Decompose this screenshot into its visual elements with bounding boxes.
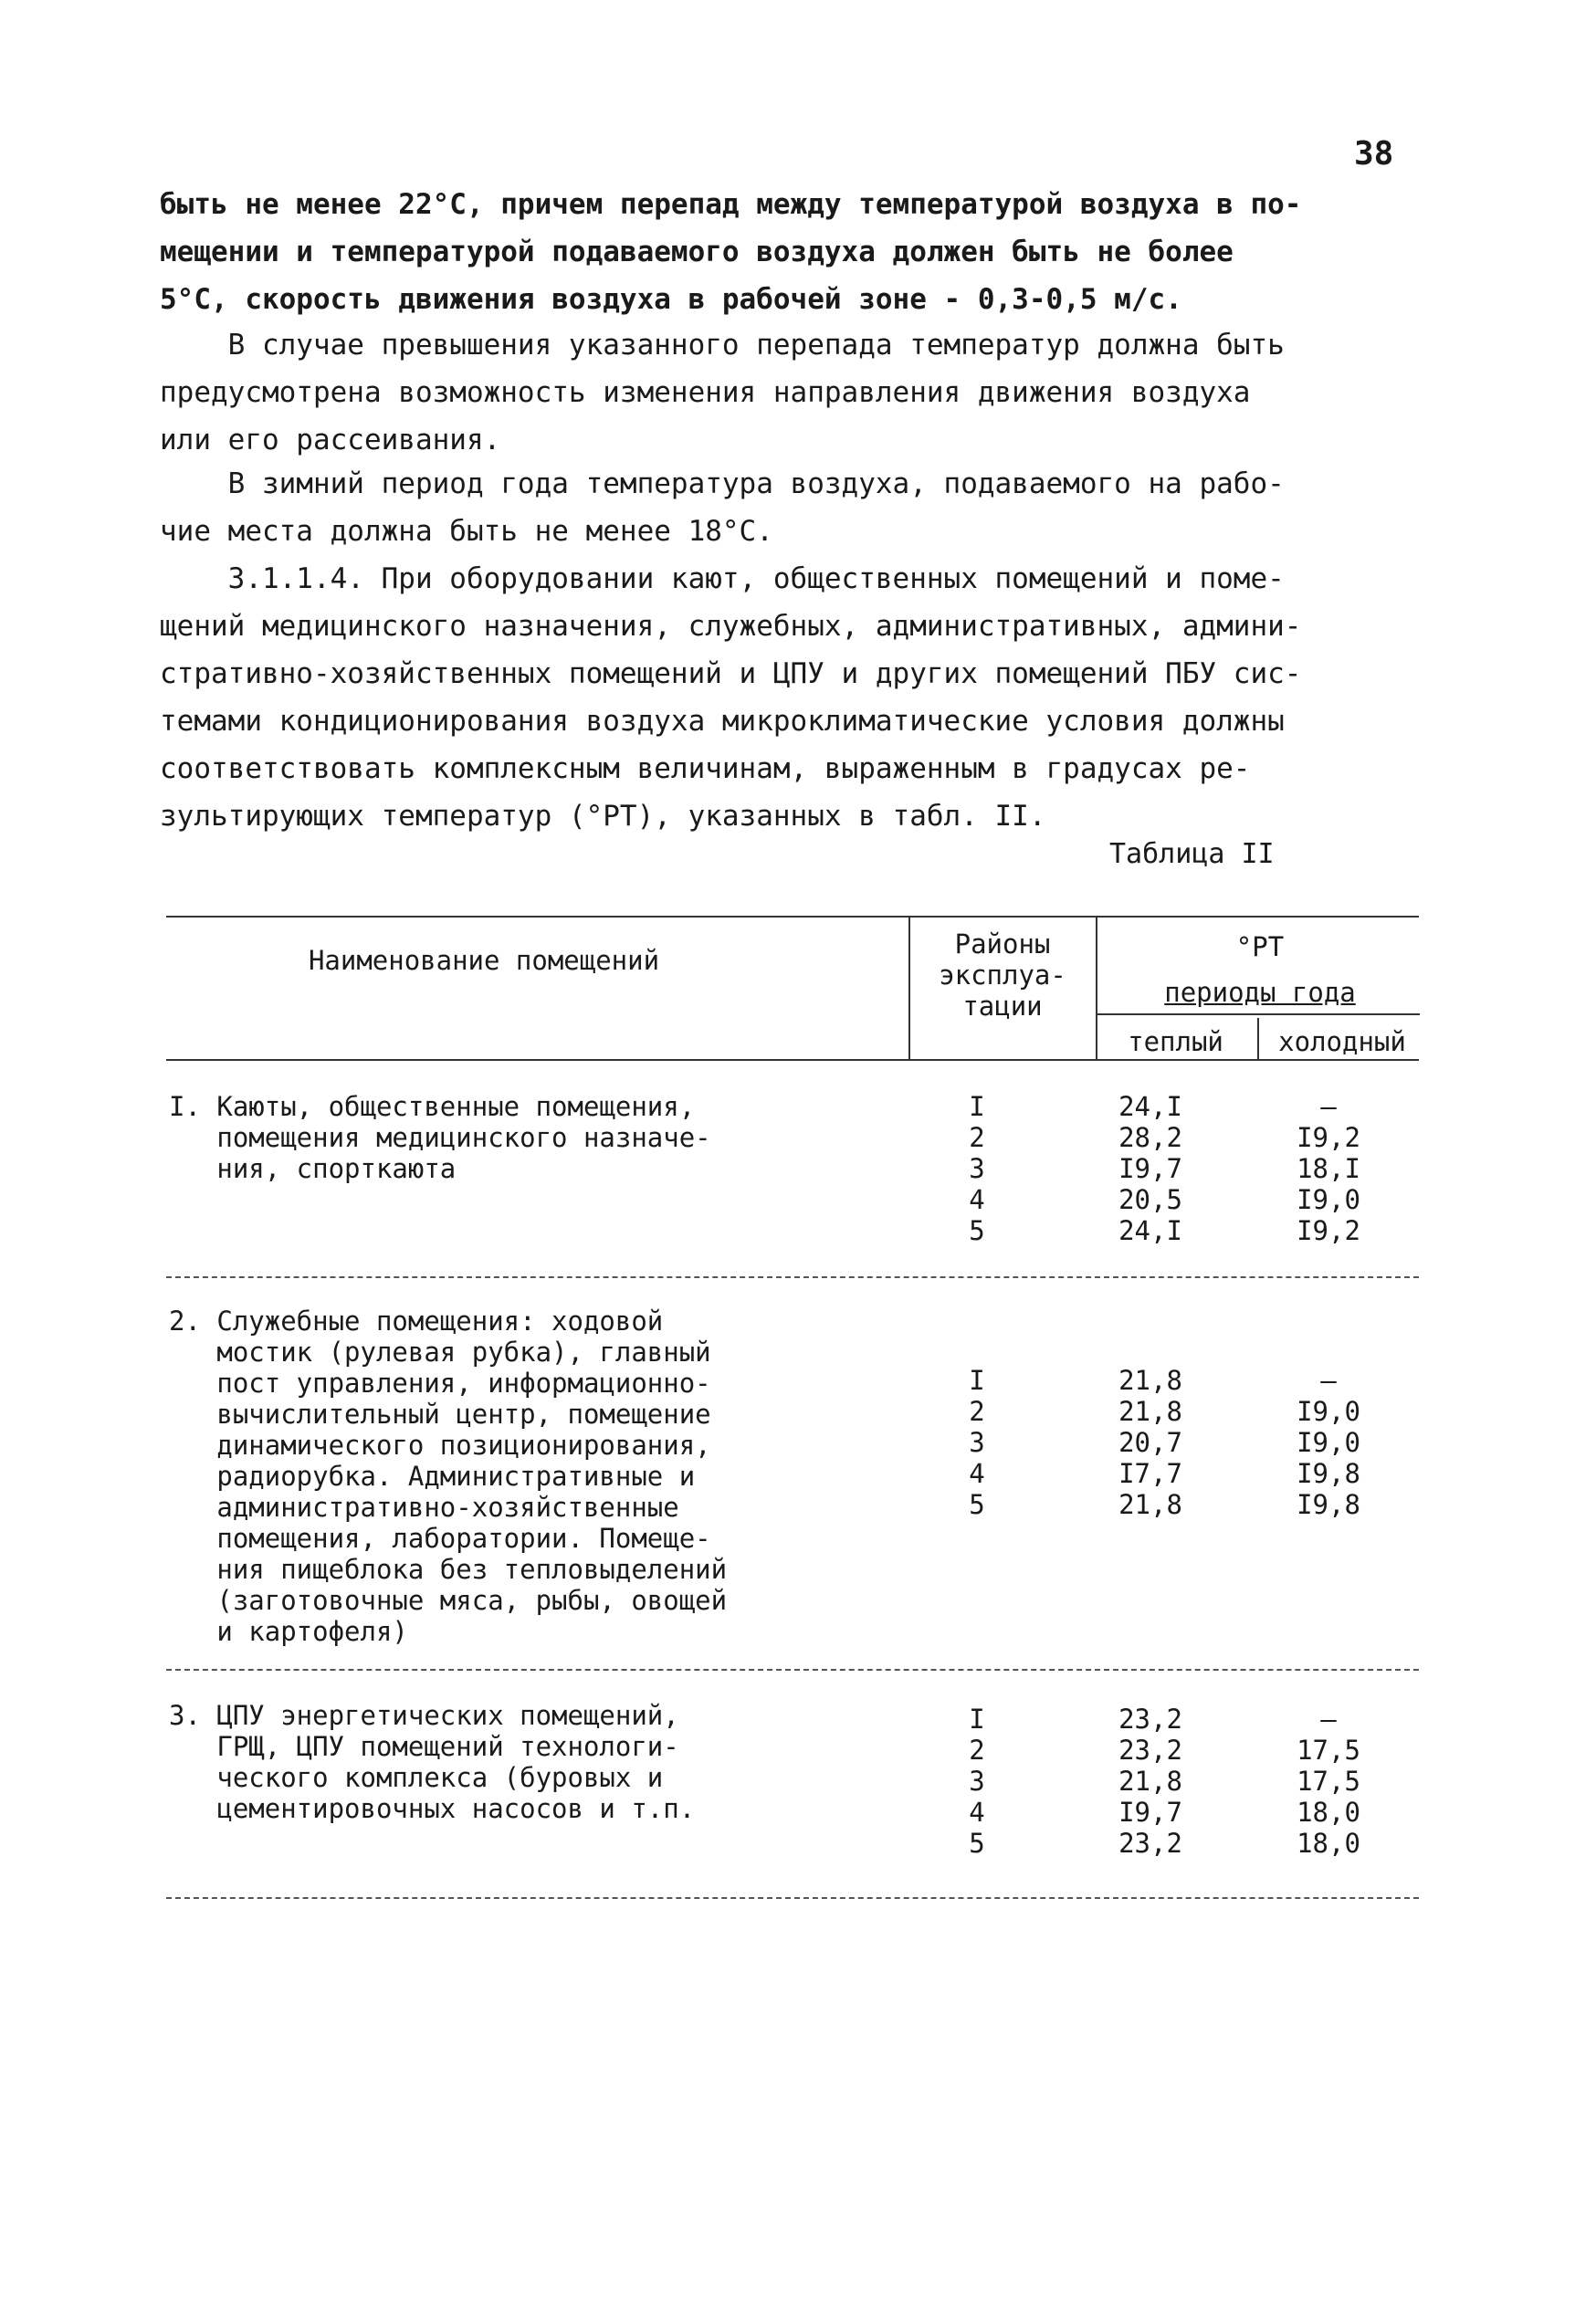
text-line: ния, спорткаюта: [169, 1153, 457, 1184]
text-line: вычислительный центр, помещение: [169, 1399, 711, 1430]
cold-column: [1269, 1091, 1388, 1246]
cold-value: 18,0: [1297, 1797, 1360, 1828]
text-line: или его рассеивания.: [160, 424, 501, 456]
header-divider: [1096, 918, 1097, 1061]
text-line: стративно-хозяйственных помещений и ЦПУ и других помещений ПБУ сис-: [160, 657, 1302, 690]
cold-column: [1269, 1704, 1388, 1859]
warm-value: 21,8: [1118, 1365, 1182, 1396]
text-line: помещения, лаборатории. Помеще-: [169, 1523, 711, 1554]
header-line: эксплуа-: [939, 960, 1066, 991]
region-value: 2: [969, 1735, 985, 1766]
cold-value: –: [1320, 1365, 1337, 1396]
text-line: темами кондиционирования воздуха микроклиматические условия должны: [160, 705, 1285, 738]
cold-value: I9,2: [1297, 1122, 1360, 1153]
header-warm: теплый: [1128, 1026, 1223, 1057]
header-room-name: Наименование помещений: [308, 945, 660, 976]
region-value: 5: [969, 1489, 985, 1520]
warm-value: 21,8: [1118, 1766, 1182, 1797]
region-value: 3: [969, 1153, 985, 1184]
warm-value: 21,8: [1118, 1489, 1182, 1520]
header-line: Районы: [954, 928, 1051, 960]
text-line: пост управления, информационно-: [169, 1368, 711, 1399]
cold-value: I9,8: [1297, 1489, 1360, 1520]
warm-value: 21,8: [1118, 1396, 1182, 1427]
text-line: ческого комплекса (буровых и: [169, 1762, 664, 1793]
region-value: 2: [969, 1396, 985, 1427]
text-line: зультирующих температур (°РТ), указанных в табл. II.: [160, 800, 1046, 833]
text-line: чие места должна быть не менее 18°С.: [160, 515, 773, 548]
cold-value: 17,5: [1297, 1735, 1360, 1766]
cold-value: 18,0: [1297, 1828, 1360, 1859]
text-line: предусмотрена возможность изменения направления движения воздуха: [160, 376, 1251, 409]
text-line: 3. ЦПУ энергетических помещений,: [169, 1700, 679, 1731]
paragraph-3-1-1-4: [160, 555, 1456, 840]
warm-value: 23,2: [1118, 1828, 1182, 1859]
region-value: 5: [969, 1215, 985, 1246]
table-caption: Таблица II: [1109, 838, 1275, 870]
header-cold: холодный: [1278, 1026, 1406, 1057]
text-line: ния пищеблока без тепловыделений: [169, 1554, 728, 1585]
text-line: ГРЩ, ЦПУ помещений технологи-: [169, 1731, 679, 1762]
region-value: I: [969, 1365, 985, 1396]
text-line: (заготовочные мяса, рыбы, овощей: [169, 1585, 728, 1616]
room-description: [169, 1700, 845, 1824]
table-bottom-rule: [166, 1897, 1419, 1899]
text-line: динамического позиционирования,: [169, 1430, 711, 1461]
row-divider: [166, 1276, 1419, 1278]
region-value: 4: [969, 1184, 985, 1215]
warm-value: 20,7: [1118, 1427, 1182, 1458]
region-column: [950, 1365, 1004, 1520]
cold-value: I9,0: [1297, 1184, 1360, 1215]
header-periods: периоды года: [1164, 977, 1356, 1008]
text-line: В случае превышения указанного перепада температур должна быть: [160, 329, 1285, 362]
text-line: соответствовать комплексным величинам, выраженным в градусах ре-: [160, 752, 1251, 785]
text-line: цементировочных насосов и т.п.: [169, 1793, 696, 1824]
text-line: быть не менее 22°С, причем перепад между температурой воздуха в по-: [160, 188, 1302, 221]
warm-column: [1087, 1091, 1214, 1246]
text-line: мостик (рулевая рубка), главный: [169, 1337, 711, 1368]
paragraph-1: [160, 181, 1456, 323]
text-line: 5°С, скорость движения воздуха в рабочей зоне - 0,3-0,5 м/с.: [160, 283, 1182, 316]
page-number: 38: [1354, 135, 1394, 173]
text-line: мещении и температурой подаваемого воздуха должен быть не более: [160, 236, 1234, 268]
row-divider: [166, 1669, 1419, 1671]
cold-value: –: [1320, 1704, 1337, 1735]
cold-value: I9,2: [1297, 1215, 1360, 1246]
text-line: I. Каюты, общественные помещения,: [169, 1091, 696, 1122]
text-line: 3.1.1.4. При оборудовании кают, общественных помещений и поме-: [160, 562, 1285, 595]
warm-value: 24,I: [1118, 1215, 1182, 1246]
room-description: [169, 1306, 845, 1647]
warm-value: 23,2: [1118, 1704, 1182, 1735]
region-column: [950, 1704, 1004, 1859]
warm-value: I9,7: [1118, 1153, 1182, 1184]
cold-column: [1269, 1365, 1388, 1520]
text-line: административно-хозяйственные: [169, 1492, 679, 1523]
region-value: 2: [969, 1122, 985, 1153]
room-description: [169, 1091, 845, 1184]
cold-value: –: [1320, 1091, 1337, 1122]
warm-value: 24,I: [1118, 1091, 1182, 1122]
text-line: помещения медицинского назначе-: [169, 1122, 711, 1153]
region-value: 4: [969, 1797, 985, 1828]
text-line: В зимний период года температура воздуха, подаваемого на рабо-: [160, 467, 1285, 500]
warm-value: 20,5: [1118, 1184, 1182, 1215]
region-value: 5: [969, 1828, 985, 1859]
warm-value: I7,7: [1118, 1458, 1182, 1489]
region-column: [950, 1091, 1004, 1246]
text-line: и картофеля): [169, 1616, 408, 1647]
table-top-rule: [166, 916, 1419, 918]
text-line: щений медицинского назначения, служебных, административных, админи-: [160, 610, 1302, 643]
warm-value: 28,2: [1118, 1122, 1182, 1153]
table-header-rule: [166, 1059, 1419, 1061]
header-divider: [1257, 1018, 1259, 1061]
text-line: радиорубка. Административные и: [169, 1461, 696, 1492]
region-value: 4: [969, 1458, 985, 1489]
warm-value: 23,2: [1118, 1735, 1182, 1766]
paragraph-3: [160, 460, 1456, 555]
region-value: 3: [969, 1427, 985, 1458]
cold-value: 18,I: [1297, 1153, 1360, 1184]
paragraph-2: [160, 321, 1456, 464]
header-line: тации: [962, 991, 1043, 1022]
region-value: I: [969, 1704, 985, 1735]
cold-value: I9,0: [1297, 1427, 1360, 1458]
region-value: 3: [969, 1766, 985, 1797]
cold-value: 17,5: [1297, 1766, 1360, 1797]
header-divider: [908, 918, 910, 1061]
cold-value: I9,8: [1297, 1458, 1360, 1489]
header-subrule: [1096, 1013, 1420, 1015]
text-line: 2. Служебные помещения: ходовой: [169, 1306, 664, 1337]
cold-value: I9,0: [1297, 1396, 1360, 1427]
region-value: I: [969, 1091, 985, 1122]
warm-column: [1087, 1704, 1214, 1859]
warm-value: I9,7: [1118, 1797, 1182, 1828]
header-rt: °РТ: [1235, 931, 1285, 962]
warm-column: [1087, 1365, 1214, 1520]
header-regions: [911, 928, 1094, 1022]
